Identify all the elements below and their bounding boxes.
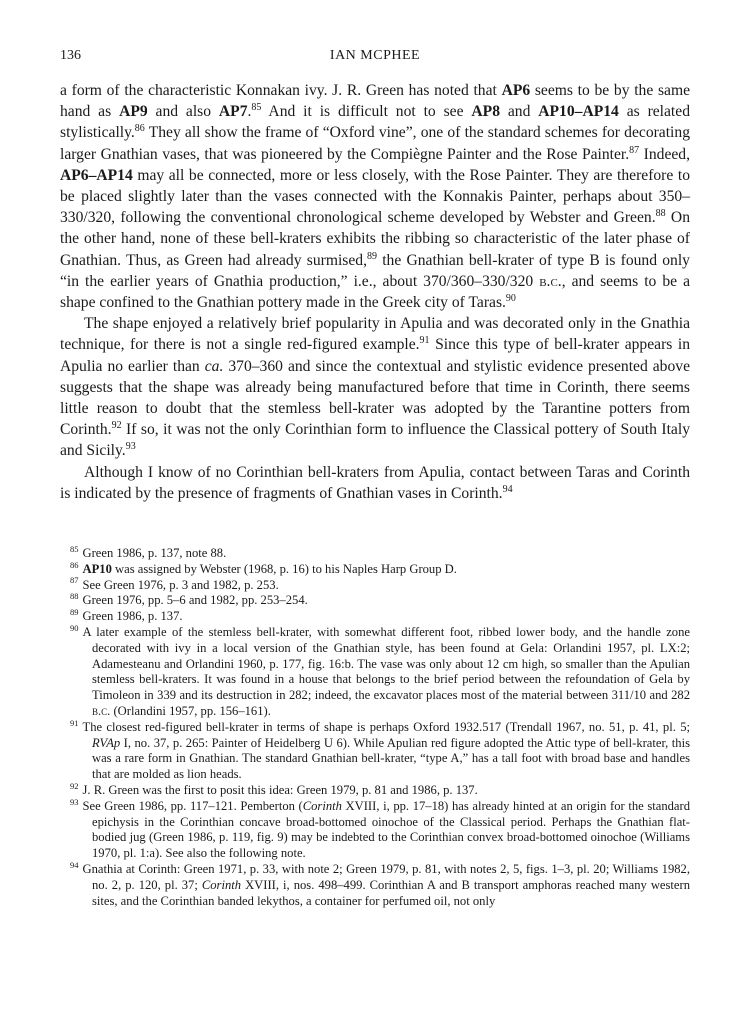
catalogue-ref: AP10–AP14 <box>538 103 619 121</box>
footnote-number: 88 <box>70 591 79 602</box>
footnote-number: 87 <box>70 575 79 586</box>
page <box>60 48 690 909</box>
footnote-number: 86 <box>70 559 79 570</box>
footnotes <box>60 543 691 909</box>
footnote-ref[interactable]: 91 <box>419 335 430 347</box>
footnote-ref[interactable]: 85 <box>251 102 262 114</box>
catalogue-ref: AP8 <box>471 103 500 121</box>
footnote-number: 85 <box>70 543 79 554</box>
footnote-number: 91 <box>70 717 79 728</box>
footnote-ref[interactable]: 93 <box>125 441 136 453</box>
body-text <box>60 80 690 504</box>
footnote-ref[interactable]: 86 <box>134 123 145 135</box>
footnote-93: $^{93}$ See Green 1986, pp. 117–121. Pemberton (Corinth XVIII, i, pp. 17–18) has already hinted at an origin for the standard epichysis in the Corinthian concave broad-bottomed oinochoe of the Classical period. Perhaps the Gnathian flat-bodied jug (Green 1986, p. 119, fig. 9) may be indebted to the Corinthian convex broad-bottomed oinochoe (Williams 1970, pl. 1:a). See also the following note. <box>70 796 691 861</box>
footnote-ref[interactable]: 89 <box>366 250 377 262</box>
paragraph-2: The shape enjoyed a relatively brief popularity in Apulia and was decorated only in the Gnathia technique, for there is not a single red-figured example.$^{91}$ Since this type of bell-krater appears in Apulia no earlier than ca. 370–360 and since the contextual and stylistic evidence presented above suggests that the shape was already being manufactured before that time in Corinth, there seems little reason to doubt that the stemless bell-krater was adopted by the Tarantine potters from Corinth.$^{92}$ If so, it was not the only Corinthian form to influence the Classical pottery of South Italy and Sicily.$^{93}$ <box>60 315 690 460</box>
footnote-ref[interactable]: 88 <box>655 208 666 220</box>
paragraph-3: Although I know of no Corinthian bell-kraters from Apulia, contact between Taras and Corinth is indicated by the presence of fragments of Gnathian vases in Corinth.$^{94}$ <box>60 463 690 502</box>
footnote-ref[interactable]: 87 <box>629 144 640 156</box>
paragraph-1: a form of the characteristic Konnakan ivy. J. R. Green has noted that AP6 seems to be by the same hand as AP9 and also AP7.85 And it is difficult not to see AP8 and AP10–AP14 as related stylistically.$^{86}$ They all show the frame of “Oxford vine”, one of the standard schemes for decorating larger Gnathian vases, that was pioneered by the Compiègne Painter and the Rose Painter.$^{87}$ Indeed, AP6–AP14 may all be connected, more or less closely, with the Rose Painter. They are therefore to be placed slightly later than the vases connected with the Konnakis Painter, perhaps about 350–330/320, following the conventional chronological scheme developed by Webster and Green.$^{88}$ On the other hand, none of these bell-kraters exhibits the ribbing so characteristic of the later phase of Gnathian. Thus, as Green had already surmised,$^{89}$ the Gnathian bell-krater of type B is found only “in the earlier years of Gnathia production,” i.e., about 370/360–330/320 b.c., and seems to be a shape confined to the Gnathian pottery made in the Greek city of Taras.$^{90}$ <box>60 82 690 312</box>
footnote-87: $^{87}$ See Green 1976, p. 3 and 1982, p. 253. <box>70 575 279 592</box>
footnote-ref[interactable]: 94 <box>502 483 513 495</box>
catalogue-ref: AP7 <box>218 103 248 121</box>
footnote-88: $^{88}$ Green 1976, pp. 5–6 and 1982, pp. 253–254. <box>70 591 308 608</box>
catalogue-ref: AP6–AP14 <box>60 166 133 184</box>
footnote-number: 93 <box>70 796 79 807</box>
footnote-ref[interactable]: 92 <box>111 420 122 432</box>
footnote-ref[interactable]: 90 <box>505 292 516 304</box>
footnote-number: 89 <box>70 607 79 618</box>
catalogue-ref: AP9 <box>119 103 148 121</box>
running-head: IAN MCPHEE <box>329 48 421 63</box>
footnote-number: 90 <box>70 622 79 633</box>
footnote-91: $^{91}$ The closest red-figured bell-krater in terms of shape is perhaps Oxford 1932.517 (Trendall 1967, no. 51, p. 41, pl. 5; RVAp I, no. 37, p. 265: Painter of Heidelberg U 6). While Apulian red figure adopted the Attic type of bell-krater, this was a rare form in Gnathian. The standard Gnathian bell-krater, “type A,” has a tall foot with broad base and handles that are molded as lion heads. <box>70 717 690 782</box>
footnote-92: $^{92}$ J. R. Green was the first to posit this idea: Green 1979, p. 81 and 1986, p. 137. <box>70 780 478 798</box>
footnote-90: $^{90}$ A later example of the stemless bell-krater, with somewhat different foot, ribbed lower body, and the handle zone decorated with ivy in a local version of the Gnathian style, has been found at Gela: Orlandini 1957, pl. LX:2; Adamesteanu and Orlandini 1960, p. 177, fig. 16:b. The vase was only about 12 cm high, so smaller than the Apulian stemless bell-kraters. It was found in a house that belongs to the brief period between the refoundation of Gela by Timoleon in 339 and its destruction in 282; indeed, the excavator places most of the material between 311/10 and 282 b.c. (Orlandini 1957, pp. 156–161). <box>70 622 690 719</box>
footnote-94: $^{94}$ Gnathia at Corinth: Green 1971, p. 33, with note 2; Green 1979, p. 81, with notes 2, 5, figs. 1–3, pl. 20; Williams 1982, no. 2, p. 120, pl. 37; Corinth XVIII, i, nos. 498–499. Corinthian A and B transport amphoras reached many western sites, and the Corinthian banded lekythos, a container for perfumed oil, not only <box>70 859 690 908</box>
catalogue-ref: AP6 <box>501 82 531 99</box>
page-number: 136 <box>60 48 81 63</box>
footnote-number: 94 <box>70 859 79 870</box>
footnote-89: $^{89}$ Green 1986, p. 137. <box>70 607 183 624</box>
page-header <box>60 48 690 72</box>
footnote-number: 92 <box>70 780 79 791</box>
footnote-85: $^{85}$ Green 1986, p. 137, note 88. <box>70 543 227 561</box>
footnote-86: $^{86}$ AP10 was assigned by Webster (1968, p. 16) to his Naples Harp Group D. <box>70 559 457 576</box>
